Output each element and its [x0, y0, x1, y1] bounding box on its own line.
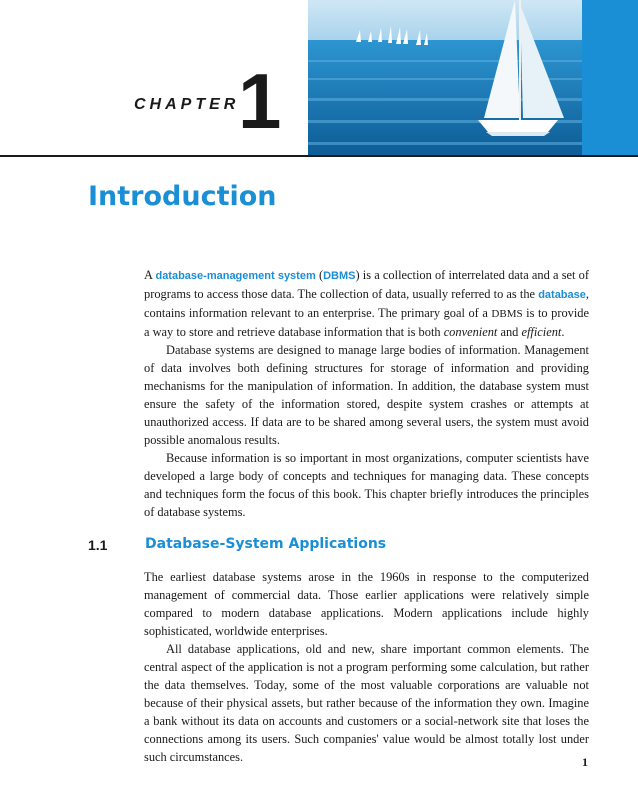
- sailboat-photo: [308, 0, 582, 157]
- text-run: , contains information relevant to an enterprise. The primary goal of a: [144, 287, 589, 320]
- section-text: [144, 568, 589, 766]
- sailboat-illustration: [308, 0, 582, 157]
- text-run: .: [561, 325, 565, 339]
- intro-paragraph-1: [144, 266, 589, 341]
- text-run: ) is a collection of interrelated data and a set of programs to access those data. The collection of data, usually referred to as the: [144, 268, 589, 301]
- section-paragraph-1: The earliest database systems arose in the 1960s in response to the computerized management of commercial data. Those earlier applications were relatively simple compared to modern database applications. Modern applications include highly sophisticated, worldwide enterprises.: [144, 570, 589, 638]
- header-accent-strip: [582, 0, 638, 157]
- section-paragraph-2: All database applications, old and new, share important common elements. The central aspect of the application is not a program performing some calculation, but rather the data themselves. Today, some of the most valuable corporations are valuable not because of their physical assets, but rather because of the information they own. Imagine a bank without its data on accounts and customers or a social-network site that loses the connections among its users. Such companies' value would be almost totally lost under such circumstances.: [144, 642, 589, 764]
- section-title: Database-System Applications: [145, 536, 387, 552]
- chapter-number: 1: [238, 57, 282, 145]
- intro-text: [144, 266, 589, 521]
- section-number: 1.1: [88, 537, 108, 553]
- term-dbms-full: database-management system: [155, 270, 316, 282]
- text-run: is to provide a way to store and retrieve database information that is both: [144, 306, 590, 339]
- chapter-title: Introduction: [88, 181, 277, 212]
- chapter-header: [0, 0, 638, 160]
- smallcaps-dbms: DBMS: [491, 308, 523, 320]
- intro-paragraph-3: Because information is so important in most organizations, computer scientists have developed a large body of concepts and techniques for managing data. These concepts and techniques form the focus of this book. This chapter briefly introduces the principles of database systems.: [144, 451, 589, 519]
- text-run: A: [144, 268, 156, 282]
- term-database: database: [538, 289, 586, 301]
- emphasis-convenient: convenient: [443, 325, 498, 339]
- page-number: 1: [582, 755, 588, 769]
- intro-paragraph-2: Database systems are designed to manage large bodies of information. Management of data involves both defining structures for storage of information and providing mechanisms for the manipulation of information. In addition, the database system must ensure the safety of the information stored, despite system crashes or attempts at unauthorized access. If data are to be shared among several users, the system must avoid possible anomalous results.: [144, 343, 589, 447]
- term-dbms: DBMS: [323, 270, 356, 282]
- text-run: (: [315, 268, 324, 282]
- header-rule: [0, 155, 638, 157]
- emphasis-efficient: efficient: [521, 325, 562, 339]
- text-run: and: [497, 325, 522, 339]
- chapter-label: CHAPTER: [134, 96, 240, 113]
